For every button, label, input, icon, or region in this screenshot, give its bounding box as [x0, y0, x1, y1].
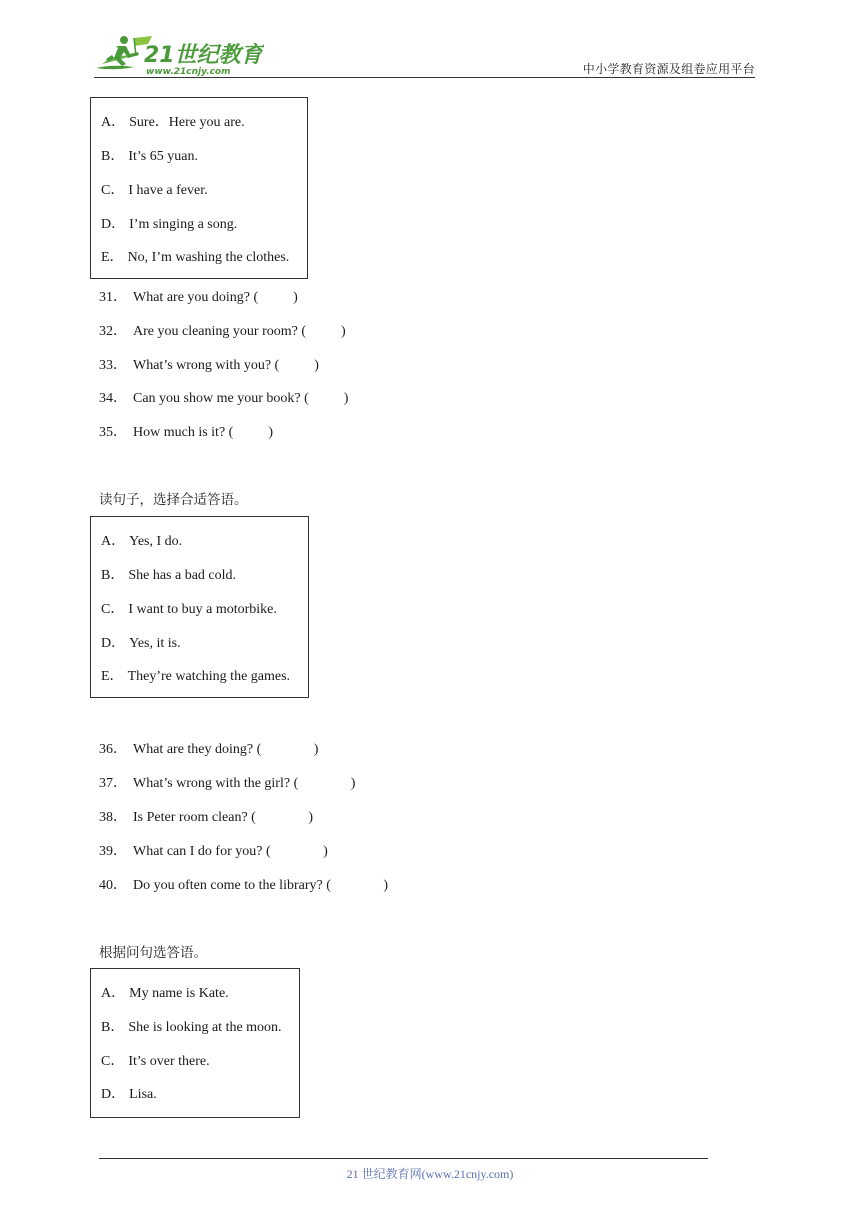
option-c — [101, 602, 277, 618]
question-text: What’s wrong with the girl? ( ) — [133, 776, 356, 791]
question-number: 35． — [99, 425, 127, 440]
option-letter: D． — [101, 636, 126, 651]
options-box-1 — [90, 97, 308, 279]
option-text: She is looking at the moon. — [128, 1020, 282, 1035]
option-letter: D． — [101, 1087, 126, 1102]
site-logo — [94, 34, 264, 76]
question-text: What’s wrong with you? ( ) — [133, 358, 319, 373]
question-35 — [99, 425, 273, 441]
option-text: It’s over there. — [128, 1054, 210, 1069]
option-text: She has a bad cold. — [128, 568, 237, 583]
option-a — [101, 115, 245, 131]
option-b — [101, 568, 236, 584]
option-b — [101, 1020, 282, 1036]
option-letter: D． — [101, 217, 126, 232]
question-number: 39． — [99, 844, 127, 859]
footer-link[interactable]: 21 世纪教育网(www.21cnjy.com) — [346, 1167, 514, 1181]
question-number: 38． — [99, 810, 127, 825]
option-a — [101, 986, 229, 1002]
option-letter: B． — [101, 568, 125, 583]
question-text: What can I do for you? ( ) — [133, 844, 328, 859]
option-letter: E． — [101, 669, 124, 684]
option-text: I have a fever. — [128, 183, 208, 198]
question-text: What are you doing? ( ) — [133, 290, 298, 305]
option-text: They’re watching the games. — [127, 669, 291, 684]
option-d — [101, 636, 181, 652]
option-e — [101, 669, 290, 685]
question-38 — [99, 810, 313, 826]
logo-url: www.21cnjy.com — [146, 67, 231, 76]
option-letter: B． — [101, 149, 125, 164]
option-text: I’m singing a song. — [129, 217, 238, 232]
option-text: I want to buy a motorbike. — [128, 602, 277, 617]
platform-name: 中小学教育资源及组卷应用平台 — [582, 62, 755, 76]
option-letter: C． — [101, 1054, 125, 1069]
question-number: 40． — [99, 878, 127, 893]
question-number: 31． — [99, 290, 127, 305]
option-letter: C． — [101, 602, 125, 617]
option-e — [101, 250, 289, 266]
question-number: 36． — [99, 742, 127, 757]
option-letter: A． — [101, 534, 126, 549]
question-34 — [99, 391, 348, 407]
question-text: How much is it? ( ) — [133, 425, 273, 440]
question-40 — [99, 878, 388, 894]
question-text: Do you often come to the library? ( ) — [133, 878, 389, 893]
option-text: Yes, it is. — [129, 636, 181, 651]
question-text: What are they doing? ( ) — [133, 742, 319, 757]
options-box-3 — [90, 968, 300, 1118]
option-letter: A． — [101, 115, 126, 130]
option-text: No, I’m washing the clothes. — [127, 250, 290, 265]
page-header — [94, 30, 755, 78]
option-d — [101, 1087, 157, 1103]
option-letter: C． — [101, 183, 125, 198]
question-text: Are you cleaning your room? ( ) — [133, 324, 346, 339]
question-text: Is Peter room clean? ( ) — [133, 810, 313, 825]
option-text: Lisa. — [129, 1087, 157, 1102]
option-letter: E． — [101, 250, 124, 265]
option-d — [101, 217, 237, 233]
question-number: 33． — [99, 358, 127, 373]
question-number: 34． — [99, 391, 127, 406]
option-text: Sure．Here you are. — [129, 115, 245, 130]
question-31 — [99, 290, 298, 306]
question-33 — [99, 358, 319, 374]
section-3-instruction: 根据问句选答语。 — [99, 945, 207, 961]
option-text: It’s 65 yuan. — [128, 149, 198, 164]
option-b — [101, 149, 198, 165]
logo-text: 21世纪教育 — [144, 43, 263, 68]
question-32 — [99, 324, 346, 340]
question-number: 37． — [99, 776, 127, 791]
header-divider — [94, 77, 755, 78]
option-c — [101, 1054, 210, 1070]
question-36 — [99, 742, 318, 758]
logo-runner-icon — [94, 34, 264, 76]
section-2-instruction: 读句子，选择合适答语。 — [99, 492, 248, 508]
question-37 — [99, 776, 355, 792]
option-text: My name is Kate. — [129, 986, 229, 1001]
options-box-2 — [90, 516, 309, 698]
option-letter: B． — [101, 1020, 125, 1035]
option-letter: A． — [101, 986, 126, 1001]
question-number: 32． — [99, 324, 127, 339]
option-a — [101, 534, 182, 550]
question-39 — [99, 844, 328, 860]
footer-divider — [99, 1158, 708, 1159]
question-text: Can you show me your book? ( ) — [133, 391, 349, 406]
option-c — [101, 183, 208, 199]
option-text: Yes, I do. — [129, 534, 183, 549]
